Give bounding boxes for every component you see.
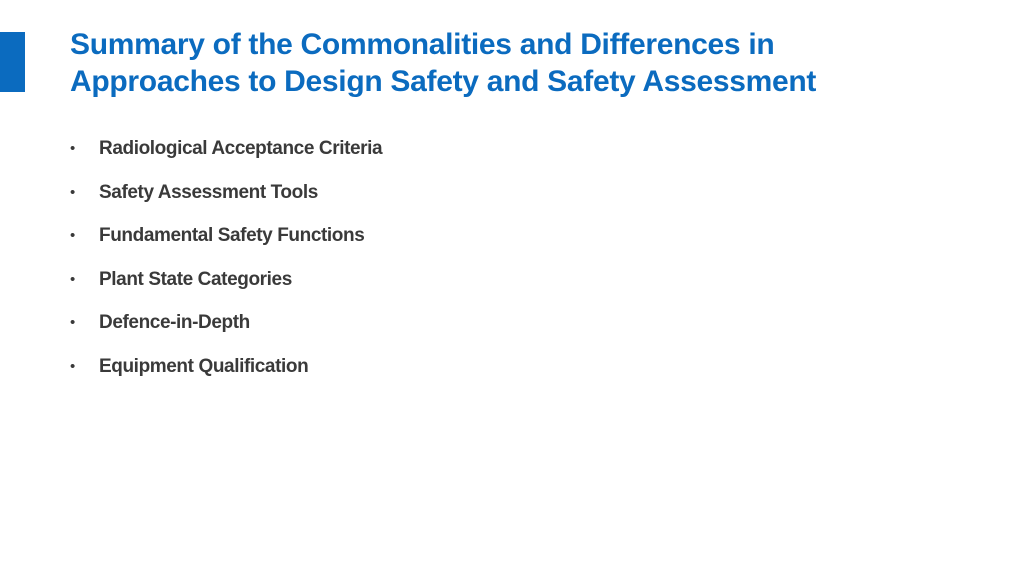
bullet-item-equipment-qualification: [70, 354, 382, 398]
bullet-icon: •: [70, 357, 75, 375]
bullet-item-fundamental-safety-functions: [70, 223, 382, 267]
bullet-icon: •: [70, 140, 75, 157]
bullet-text: Plant State Categories: [99, 268, 292, 290]
bullet-text: Radiological Acceptance Criteria: [99, 138, 383, 159]
bullet-text: Fundamental Safety Functions: [99, 225, 365, 247]
bullet-icon: •: [70, 183, 75, 201]
slide-title-line-2: Approaches to Design Safety and Safety Assessment: [70, 65, 817, 98]
bullet-item-defence-in-depth: [70, 310, 382, 354]
bullet-text: Safety Assessment Tools: [99, 181, 318, 203]
bullet-icon: •: [70, 270, 75, 288]
slide-title: [70, 26, 970, 100]
bullet-icon: •: [70, 314, 75, 332]
accent-bar: [0, 32, 25, 92]
bullet-item-safety-assessment-tools: [70, 180, 382, 224]
bullet-item-radiological-acceptance-criteria: [70, 136, 382, 180]
bullet-item-plant-state-categories: [70, 267, 382, 311]
slide-title-line-1: Summary of the Commonalities and Differences in: [70, 28, 775, 61]
bullet-icon: •: [70, 227, 75, 245]
bullet-text: Defence-in-Depth: [99, 312, 250, 334]
bullet-list: [70, 136, 382, 398]
bullet-text: Equipment Qualification: [99, 355, 309, 377]
